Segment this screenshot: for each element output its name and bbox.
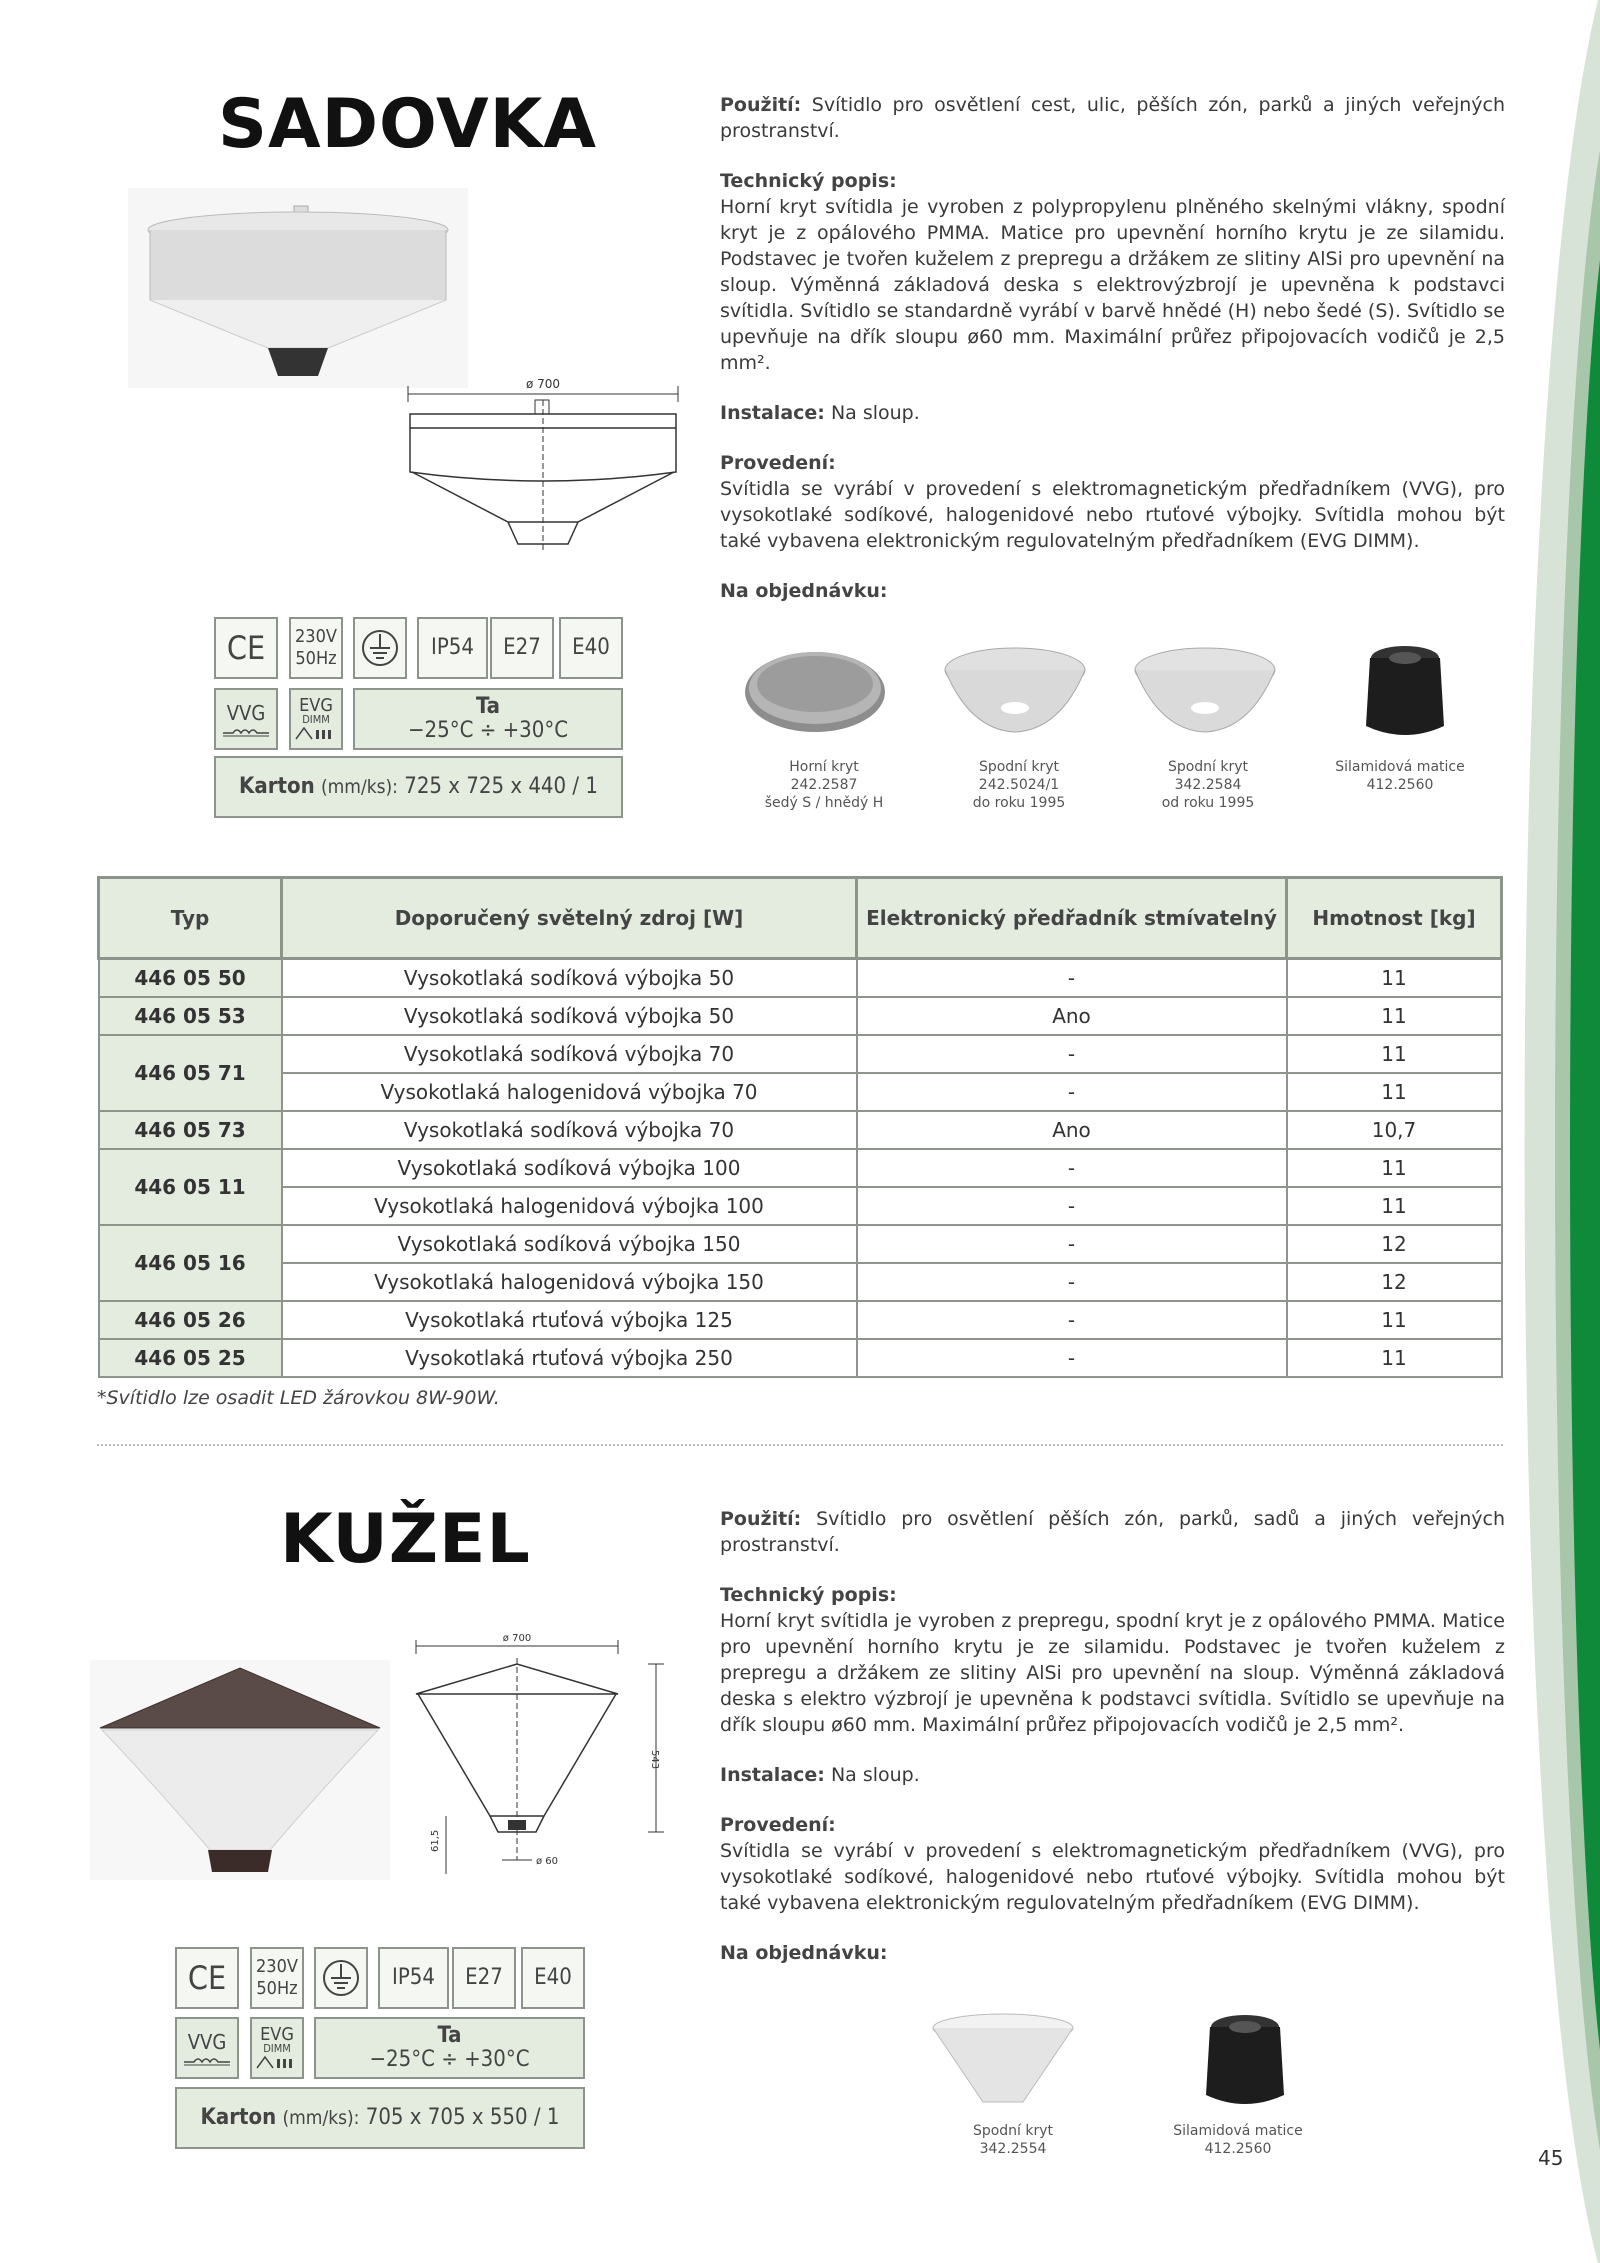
ballast-icon bbox=[221, 725, 271, 737]
frequency-label: 50Hz bbox=[295, 648, 337, 669]
provedeni-label: Provedení: bbox=[720, 1814, 836, 1836]
cell-typ: 446 05 73 bbox=[99, 1111, 282, 1149]
table-row bbox=[99, 1225, 1502, 1263]
kuzel-technical-drawing bbox=[402, 1630, 692, 1890]
tech-text: Horní kryt svítidla je vyroben z polypropylenu plněného skelnými vlákny, spodní kryt je z opálového PMMA. Matice pro upevnění horního krytu je ze silamidu. Podstavec je tvořen kuželem z prepregu a držákem ze slitiny AlSi pro upevnění na sloup. Výměnná základová deska s elektrovýzbrojí je upevněna k podstavci svítidla. Svítidlo se standardně vyrábí v barvě hnědé (H) nebo šedé (S). Svítidlo se upevňuje na dřík sloupu ø60 mm. Maximální průřez připojovacích vodičů je 2,5 mm². bbox=[720, 196, 1505, 374]
accessory-code: 242.2587 bbox=[790, 777, 858, 793]
accessory-name: Spodní kryt bbox=[972, 2123, 1054, 2139]
provedeni-label: Provedení: bbox=[720, 452, 836, 474]
pouziti-text: Svítidlo pro osvětlení pěších zón, parků, sadů a jiných veřejných prostranství. bbox=[720, 1508, 1505, 1556]
table-row bbox=[99, 1263, 1502, 1301]
accessory-note: šedý S / hnědý H bbox=[764, 795, 884, 811]
column-header-evg: Elektronický předřadník stmívatelný bbox=[857, 878, 1287, 959]
cell-hmotnost: 11 bbox=[1287, 1339, 1502, 1377]
table-row bbox=[99, 1035, 1502, 1073]
voltage-label: 230V bbox=[295, 626, 337, 647]
cell-evg: - bbox=[857, 1225, 1287, 1263]
accessory-name: Horní kryt bbox=[789, 759, 859, 775]
temperature-box bbox=[314, 2017, 585, 2079]
kuzel-product-photo bbox=[90, 1660, 390, 1880]
vvg-label: VVG bbox=[187, 2030, 227, 2054]
dimension-615: 61,5 bbox=[430, 1829, 441, 1852]
tech-text: Horní kryt svítidla je vyroben z prepregu, spodní kryt je z opálového PMMA. Matice pro upevnění horního krytu je ze silamidu. Podstavec je tvořen kuželem z prepregu a držákem ze slitiny AlSi pro upevnění na sloup. Výměnná základová deska s elektro výzbrojí je upevněna k podstavci svítidla. Svítidlo se upevňuje na dřík sloupu ø60 mm. Maximální průřez připojovacích vodičů je 2,5 mm². bbox=[720, 1610, 1505, 1736]
ip-rating-box: IP54 bbox=[417, 617, 488, 679]
dimension-700: ø 700 bbox=[502, 1633, 532, 1644]
table-row bbox=[99, 1301, 1502, 1339]
kuzel-description bbox=[720, 1506, 1505, 1966]
temperature-range: −25°C ÷ +30°C bbox=[407, 718, 569, 743]
product-table bbox=[97, 876, 1503, 1378]
table-row bbox=[99, 997, 1502, 1035]
e27-box: E27 bbox=[452, 1947, 516, 2009]
section-divider bbox=[97, 1444, 1503, 1446]
tech-label: Technický popis: bbox=[720, 1584, 897, 1606]
sadovka-product-photo bbox=[128, 188, 468, 388]
cell-hmotnost: 10,7 bbox=[1287, 1111, 1502, 1149]
dimmer-icon bbox=[255, 2055, 299, 2069]
cell-zdroj: Vysokotlaká halogenidová výbojka 100 bbox=[282, 1187, 857, 1225]
dimension-label: ø 700 bbox=[525, 377, 561, 391]
section-title: KUŽEL bbox=[280, 1500, 531, 1579]
evg-dimm-box bbox=[289, 688, 343, 750]
voltage-label: 230V bbox=[256, 1956, 298, 1977]
ip-rating-box: IP54 bbox=[378, 1947, 449, 2009]
dimension-60: ø 60 bbox=[536, 1856, 559, 1867]
instalace-text: Na sloup. bbox=[830, 1764, 920, 1786]
accessory-label bbox=[929, 758, 1109, 812]
instalace-label: Instalace: bbox=[720, 1764, 825, 1786]
karton-label: Karton bbox=[239, 774, 315, 799]
cell-zdroj: Vysokotlaká rtuťová výbojka 250 bbox=[282, 1339, 857, 1377]
column-header-zdroj: Doporučený světelný zdroj [W] bbox=[282, 878, 857, 959]
e40-box: E40 bbox=[521, 1947, 585, 2009]
vvg-label: VVG bbox=[226, 701, 266, 725]
page-title: SADOVKA bbox=[218, 85, 597, 164]
vvg-box bbox=[175, 2017, 239, 2079]
accessory-note: od roku 1995 bbox=[1161, 795, 1255, 811]
frequency-label: 50Hz bbox=[256, 1978, 298, 1999]
evg-label: EVG bbox=[260, 2024, 294, 2045]
accessory-spodni-kryt-image bbox=[928, 2010, 1078, 2110]
voltage-box bbox=[250, 1947, 304, 2009]
dimension-543: 543 bbox=[649, 1750, 660, 1770]
cell-hmotnost: 11 bbox=[1287, 997, 1502, 1035]
cell-hmotnost: 11 bbox=[1287, 1301, 1502, 1339]
accessory-name: Silamidová matice bbox=[1335, 759, 1465, 775]
cell-evg: - bbox=[857, 1187, 1287, 1225]
accessory-name: Spodní kryt bbox=[978, 759, 1060, 775]
cell-zdroj: Vysokotlaká sodíková výbojka 70 bbox=[282, 1035, 857, 1073]
table-row bbox=[99, 1111, 1502, 1149]
cell-zdroj: Vysokotlaká halogenidová výbojka 150 bbox=[282, 1263, 857, 1301]
vvg-box bbox=[214, 688, 278, 750]
evg-label: EVG bbox=[299, 695, 333, 716]
cell-typ: 446 05 25 bbox=[99, 1339, 282, 1377]
karton-value: 705 x 705 x 550 / 1 bbox=[365, 2105, 560, 2130]
accessory-name: Spodní kryt bbox=[1167, 759, 1249, 775]
cell-typ: 446 05 11 bbox=[99, 1149, 282, 1225]
cell-zdroj: Vysokotlaká sodíková výbojka 100 bbox=[282, 1149, 857, 1187]
temperature-box bbox=[353, 688, 623, 750]
accessory-name: Silamidová matice bbox=[1173, 2123, 1303, 2139]
pouziti-label: Použití: bbox=[720, 1508, 802, 1530]
cell-typ: 446 05 16 bbox=[99, 1225, 282, 1301]
pouziti-text: Svítidlo pro osvětlení cest, ulic, pěších zón, parků a jiných veřejných prostranství. bbox=[720, 94, 1505, 142]
accessory-code: 342.2554 bbox=[979, 2141, 1047, 2157]
accessory-label bbox=[1310, 758, 1490, 794]
provedeni-text: Svítidla se vyrábí v provedení s elektromagnetickým předřadníkem (VVG), pro vysokotlaké sodíkové, halogenidové nebo rtuťové výbojky. Svítidla mohou být také vybavena elektronickým regulovatelným předřadníkem (EVG DIMM). bbox=[720, 1840, 1505, 1914]
tech-label: Technický popis: bbox=[720, 170, 897, 192]
accessory-spodni-kryt-1-image bbox=[940, 640, 1090, 740]
cell-hmotnost: 11 bbox=[1287, 1149, 1502, 1187]
table-row bbox=[99, 959, 1502, 998]
karton-value: 725 x 725 x 440 / 1 bbox=[404, 774, 598, 799]
karton-label: Karton bbox=[200, 2105, 277, 2130]
cell-typ: 446 05 50 bbox=[99, 959, 282, 998]
karton-box bbox=[175, 2087, 585, 2149]
accessory-label bbox=[1118, 758, 1298, 812]
e27-box: E27 bbox=[490, 617, 554, 679]
cell-typ: 446 05 71 bbox=[99, 1035, 282, 1111]
karton-unit: (mm/ks): bbox=[282, 2107, 360, 2129]
column-header-hmotnost: Hmotnost [kg] bbox=[1287, 878, 1502, 959]
evg-dimm-box bbox=[250, 2017, 304, 2079]
temperature-range: −25°C ÷ +30°C bbox=[369, 2047, 530, 2072]
sadovka-description bbox=[720, 92, 1505, 604]
accessory-label bbox=[734, 758, 914, 812]
ta-label: Ta bbox=[437, 2023, 462, 2048]
provedeni-text: Svítidla se vyrábí v provedení s elektromagnetickým předřadníkem (VVG), pro vysokotlaké sodíkové, halogenidové nebo rtuťové výbojky. Svítidla mohou být také vybavena elektronickým regulovatelným předřadníkem (EVG DIMM). bbox=[720, 478, 1505, 552]
instalace-label: Instalace: bbox=[720, 402, 825, 424]
cell-hmotnost: 12 bbox=[1287, 1263, 1502, 1301]
accessory-spodni-kryt-2-image bbox=[1130, 640, 1280, 740]
cell-typ: 446 05 26 bbox=[99, 1301, 282, 1339]
accessory-code: 412.2560 bbox=[1366, 777, 1434, 793]
ground-icon bbox=[353, 617, 407, 679]
cell-zdroj: Vysokotlaká sodíková výbojka 150 bbox=[282, 1225, 857, 1263]
objednavka-label: Na objednávku: bbox=[720, 1942, 888, 1964]
objednavka-label: Na objednávku: bbox=[720, 580, 888, 602]
cell-zdroj: Vysokotlaká sodíková výbojka 50 bbox=[282, 997, 857, 1035]
accessory-code: 412.2560 bbox=[1204, 2141, 1272, 2157]
cell-evg: - bbox=[857, 1035, 1287, 1073]
table-row bbox=[99, 1187, 1502, 1225]
ce-mark-icon: CE bbox=[175, 1947, 239, 2009]
table-row bbox=[99, 1073, 1502, 1111]
led-footnote: *Svítidlo lze osadit LED žárovkou 8W-90W. bbox=[97, 1387, 500, 1409]
accessory-label bbox=[923, 2122, 1103, 2158]
accessory-horni-kryt-image bbox=[740, 640, 890, 740]
cell-hmotnost: 11 bbox=[1287, 1073, 1502, 1111]
e40-box: E40 bbox=[559, 617, 623, 679]
dimmer-icon bbox=[294, 726, 338, 740]
ce-mark-icon: CE bbox=[214, 617, 278, 679]
accessory-code: 342.2584 bbox=[1174, 777, 1242, 793]
sadovka-technical-drawing bbox=[398, 372, 688, 562]
dimm-label: DIMM bbox=[302, 713, 330, 726]
cell-evg: Ano bbox=[857, 1111, 1287, 1149]
ground-icon bbox=[314, 1947, 368, 2009]
cell-hmotnost: 11 bbox=[1287, 1187, 1502, 1225]
page-number: 45 bbox=[1538, 2146, 1564, 2170]
cell-hmotnost: 11 bbox=[1287, 1035, 1502, 1073]
accessory-label bbox=[1148, 2122, 1328, 2158]
cell-evg: Ano bbox=[857, 997, 1287, 1035]
karton-box bbox=[214, 756, 623, 818]
accessory-code: 242.5024/1 bbox=[978, 777, 1060, 793]
ballast-icon bbox=[182, 2054, 232, 2066]
cell-zdroj: Vysokotlaká sodíková výbojka 50 bbox=[282, 959, 857, 998]
cell-evg: - bbox=[857, 1149, 1287, 1187]
accessory-silamidova-matice-image bbox=[1350, 636, 1460, 746]
cell-hmotnost: 11 bbox=[1287, 959, 1502, 998]
cell-zdroj: Vysokotlaká sodíková výbojka 70 bbox=[282, 1111, 857, 1149]
cell-evg: - bbox=[857, 959, 1287, 998]
accessory-note: do roku 1995 bbox=[972, 795, 1066, 811]
table-row bbox=[99, 1339, 1502, 1377]
cell-evg: - bbox=[857, 1339, 1287, 1377]
table-row bbox=[99, 1149, 1502, 1187]
accessory-silamidova-matice-image bbox=[1190, 2005, 1300, 2115]
cell-evg: - bbox=[857, 1263, 1287, 1301]
dimm-label: DIMM bbox=[263, 2042, 291, 2055]
voltage-box bbox=[289, 617, 343, 679]
instalace-text: Na sloup. bbox=[830, 402, 920, 424]
table-header-row bbox=[99, 878, 1502, 959]
karton-unit: (mm/ks): bbox=[320, 776, 398, 798]
pouziti-label: Použití: bbox=[720, 94, 802, 116]
cell-evg: - bbox=[857, 1073, 1287, 1111]
cell-typ: 446 05 53 bbox=[99, 997, 282, 1035]
cell-evg: - bbox=[857, 1301, 1287, 1339]
cell-hmotnost: 12 bbox=[1287, 1225, 1502, 1263]
cell-zdroj: Vysokotlaká rtuťová výbojka 125 bbox=[282, 1301, 857, 1339]
ta-label: Ta bbox=[475, 694, 501, 719]
cell-zdroj: Vysokotlaká halogenidová výbojka 70 bbox=[282, 1073, 857, 1111]
column-header-typ: Typ bbox=[99, 878, 282, 959]
